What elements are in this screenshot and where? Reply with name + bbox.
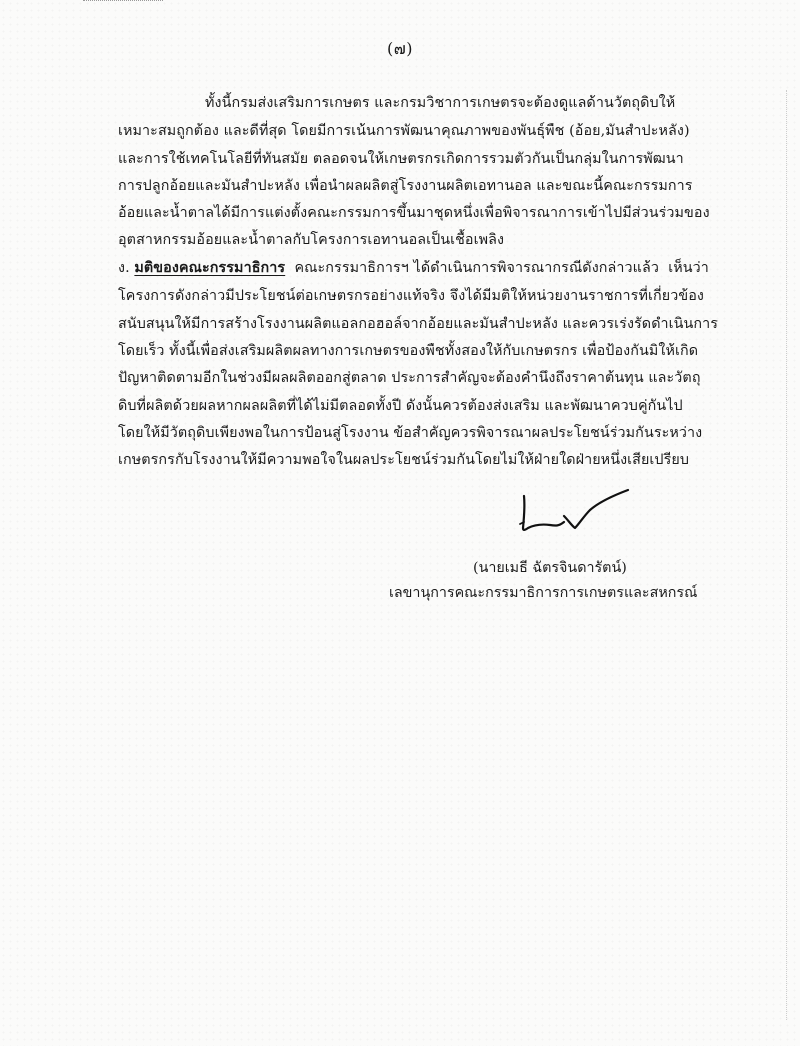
paragraph-line: โดยให้มีวัตถุดิบเพียงพอในการป้อนสู่โรงงาน ข้อสำคัญควรพิจารณาผลประโยชน์ร่วมกันระหว่าง [118,425,703,441]
paragraph-line: อ้อยและน้ำตาลได้มีการแต่งตั้งคณะกรรมการขึ้นมาชุดหนึ่งเพื่อพิจารณาการเข้าไปมีส่วนร่วมของ [118,205,710,221]
handwritten-signature [512,478,642,548]
paragraph-line: ทั้งนี้กรมส่งเสริมการเกษตร และกรมวิชาการเกษตรจะต้องดูแลด้านวัตถุดิบให้ [205,95,676,111]
section-heading-text: คณะกรรมาธิการฯ ได้ดำเนินการพิจารณากรณีดังกล่าวแล้ว เห็นว่า [285,260,709,276]
signatory-name: (นายเมธี ฉัตรจินดารัตน์) [473,560,627,576]
paragraph-line: สนับสนุนให้มีการสร้างโรงงานผลิตแอลกอฮอล์จากอ้อยและมันสำปะหลัง และควรเร่งรัดดำเนินการ [118,316,719,332]
paragraph-line: ดิบที่ผลิตด้วยผลหากผลผลิตที่ได้ไม่มีตลอดทั้งปี ดังนั้นควรต้องส่งเสริม และพัฒนาควบคู่กันไป [118,398,683,414]
page-number: (๗) [386,39,413,58]
section-heading-line [118,258,709,278]
paragraph-line: การปลูกอ้อยและมันสำปะหลัง เพื่อนำผลผลิตสู่โรงงานผลิตเอทานอล และขณะนี้คณะกรรมการ [118,178,693,194]
paragraph-line: เหมาะสมถูกต้อง และดีที่สุด โดยมีการเน้นการพัฒนาคุณภาพของพันธุ์พืช (อ้อย,มันสำปะหลัง) [118,123,690,139]
signatory-position: เลขานุการคณะกรรมาธิการการเกษตรและสหกรณ์ [389,585,698,601]
scan-artifact [83,0,163,3]
paragraph-line: โครงการดังกล่าวมีประโยชน์ต่อเกษตรกรอย่างแท้จริง จึงได้มีมติให้หน่วยงานราชการที่เกี่ยวข้อง [118,288,704,304]
paragraph-line: ปัญหาติดตามอีกในช่วงมีผลผลิตออกสู่ตลาด ประการสำคัญจะต้องคำนึงถึงราคาต้นทุน และวัตถุ [118,370,701,386]
scan-edge [786,90,788,1020]
section-heading: มติของคณะกรรมาธิการ [134,260,286,276]
paragraph-line: เกษตรกรกับโรงงานให้มีความพอใจในผลประโยชน์ร่วมกันโดยไม่ให้ฝ่ายใดฝ่ายหนึ่งเสียเปรียบ [118,452,690,468]
paragraph-line: โดยเร็ว ทั้งนี้เพื่อส่งเสริมผลิตผลทางการเกษตรของพืชทั้งสองให้กับเกษตรกร เพื่อป้องกันมิให้เกิด [118,343,699,359]
paragraph-line: และการใช้เทคโนโลยีที่ทันสมัย ตลอดจนให้เกษตรกรเกิดการรวมตัวกันเป็นกลุ่มในการพัฒนา [118,151,684,167]
paragraph-line: อุตสาหกรรมอ้อยและน้ำตาลกับโครงการเอทานอลเป็นเชื้อเพลิง [118,232,505,248]
section-number: ง. [118,260,130,276]
